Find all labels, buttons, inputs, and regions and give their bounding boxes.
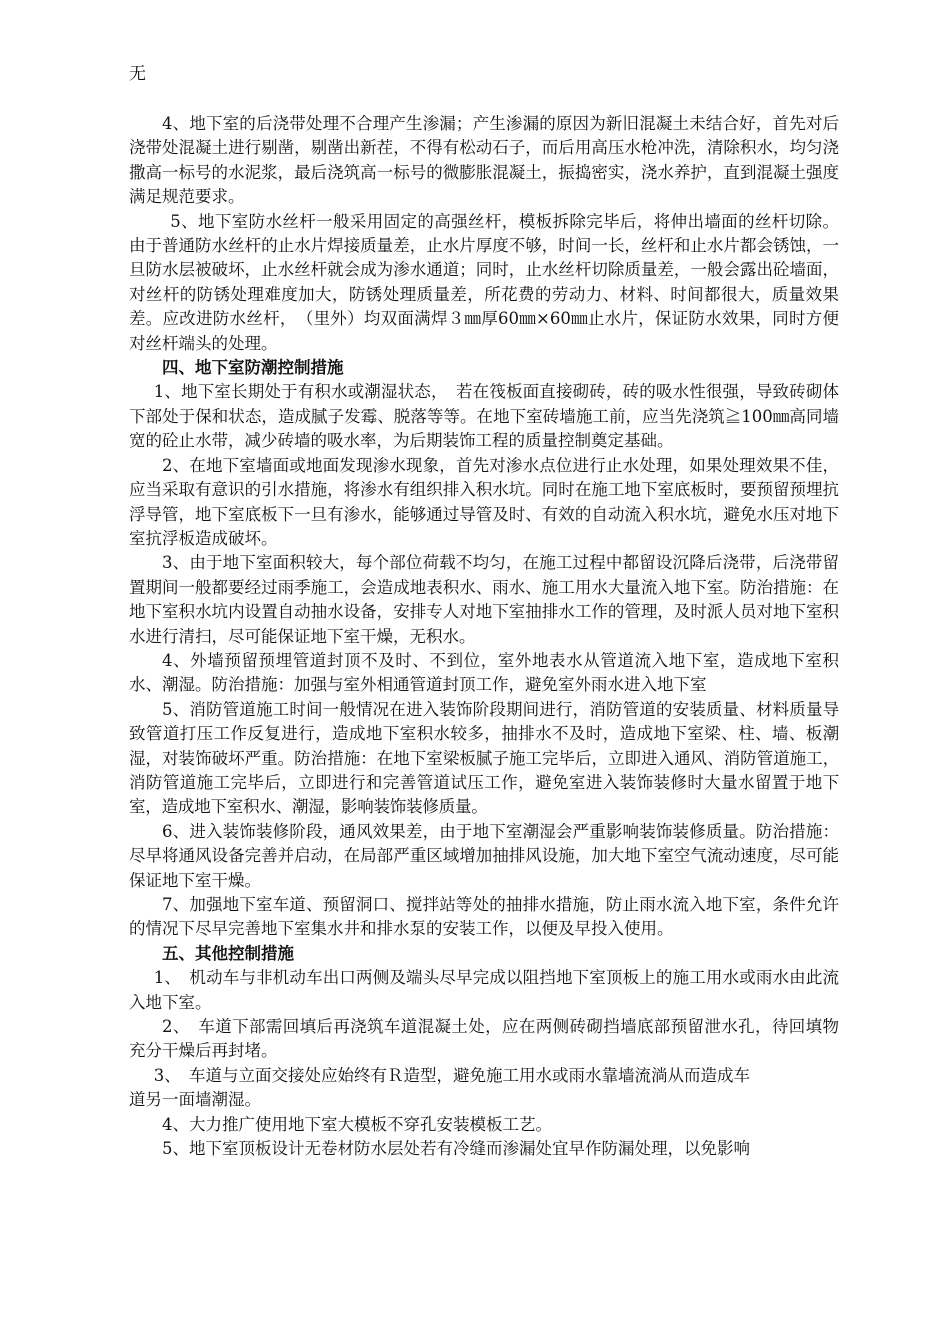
paragraph-4-pipe-sealing: 4、外墙预留预埋管道封顶不及时、不到位，室外地表水从管道流入地下室，造成地下室积水、潮湿。防治措施：加强与室外相通管道封顶工作，避免室外雨水进入地下室 <box>129 650 839 695</box>
page-header: 无 <box>129 64 146 84</box>
paragraph-5-roof-slab: 5、地下室顶板设计无卷材防水层处若有冷缝而渗漏处宜早作防漏处理，以免影响 <box>162 1139 750 1159</box>
paragraph-6-ventilation: 6、进入装饰装修阶段，通风效果差，由于地下室潮湿会严重影响装饰装修质量。防治措施：尽早将通风设备完善并启动，在局部严重区域增加抽排风设施，加大地下室空气流动速度，尽可能保证地下室干燥。 <box>129 821 839 890</box>
paragraph-5-fire-pipe: 5、消防管道施工时间一般情况在进入装饰阶段期间进行，消防管道的安装质量、材料质量导致管道打压工作反复进行，造成地下室积水较多，抽排水不及时，造成地下室梁、柱、墙、板潮湿，对装饰破坏严重。防治措施：在地下室梁板腻子施工完毕后，立即进入通风、消防管道施工，消防管道施工完毕后，立即进行和完善管道试压工作，避免室进入装饰装修时大量水留置于地下室，造成地下室积水、潮湿，影响装饰装修质量。 <box>129 699 839 817</box>
paragraph-4-post-pour-strip: 4、地下室的后浇带处理不合理产生渗漏；产生渗漏的原因为新旧混凝土未结合好，首先对后浇带处混凝土进行剔凿，剔凿出新茬，不得有松动石子，而后用高压水枪冲洗，清除积水，均匀浇撒高一标号的水泥浆，最后浇筑高一标号的微膨胀混凝土，振捣密实，浇水养护，直到混凝土强度满足规范要求。 <box>129 114 839 207</box>
section-heading-moisture-control: 四、地下室防潮控制措施 <box>162 358 344 378</box>
document-body <box>129 112 839 1161</box>
paragraph-2-seepage: 2、在地下室墙面或地面发现渗水现象，首先对渗水点位进行止水处理，如果处理效果不佳，应当采取有意识的引水措施，将渗水有组织排入积水坑。同时在施工地下室底板时，要预留预埋抗浮导管，地下室底板下一旦有渗水，能够通过导管及时、有效的自动流入积水坑，避免水压对地下室抗浮板造成破坏。 <box>129 455 839 548</box>
paragraph-1-vehicle-exit: 1、 机动车与非机动车出口两侧及端头尽早完成以阻挡地下室顶板上的施工用水或雨水由此流入地下室。 <box>129 968 839 1012</box>
paragraph-4-large-formwork: 4、大力推广使用地下室大模板不穿孔安装模板工艺。 <box>162 1114 552 1134</box>
paragraph-2-driveway-backfill: 2、 车道下部需回填后再浇筑车道混凝土处，应在两侧砖砌挡墙底部预留泄水孔，待回填物充分干燥后再封堵。 <box>129 1017 839 1061</box>
paragraph-3-continued: 道另一面墙潮湿。 <box>129 1090 261 1110</box>
section-heading-other-measures: 五、其他控制措施 <box>162 943 294 963</box>
paragraph-3-settlement-strip: 3、由于地下室面积较大，每个部位荷载不均匀，在施工过程中都留设沉降后浇带，后浇带留置期间一般都要经过雨季施工，会造成地表积水、雨水、施工用水大量流入地下室。防治措施：在地下室积水坑内设置自动抽水设备，安排专人对地下室抽排水工作的管理，及时派人员对地下室积水进行清扫，尽可能保证地下室干燥，无积水。 <box>129 553 839 646</box>
paragraph-3-r-shape: 3、 车道与立面交接处应始终有Ｒ造型，避免施工用水或雨水靠墙流淌从而造成车 <box>153 1065 750 1085</box>
paragraph-7-drainage: 7、加强地下室车道、预留洞口、搅拌站等处的抽排水措施，防止雨水流入地下室，条件允许的情况下尽早完善地下室集水井和排水泵的安装工作，以便及早投入使用。 <box>129 895 839 939</box>
paragraph-5-waterproof-bolts: 5、地下室防水丝杆一般采用固定的高强丝杆，模板拆除完毕后，将伸出墙面的丝杆切除。由于普通防水丝杆的止水片焊接质量差，止水片厚度不够，时间一长，丝杆和止水片都会锈蚀，一旦防水层被破坏，止水丝杆就会成为渗水通道；同时，止水丝杆切除质量差，一般会露出砼墙面，对丝杆的防锈处理难度加大，防锈处理质量差，所花费的劳动力、材料、时间都很大，质量效果差。应改进防水丝杆， （里外）均双面满焊３㎜厚60㎜×60㎜止水片，保证防水效果，同时方便对丝杆端头的处理。 <box>129 211 839 353</box>
paragraph-1-brick-wall: 1、地下室长期处于有积水或潮湿状态， 若在筏板面直接砌砖，砖的吸水性很强，导致砖砌体下部处于保和状态，造成腻子发霉、脱落等等。在地下室砖墙施工前，应当先浇筑≧100㎜高同墙宽的砼止水带，减少砖墙的吸水率，为后期装饰工程的质量控制奠定基础。 <box>129 382 839 451</box>
